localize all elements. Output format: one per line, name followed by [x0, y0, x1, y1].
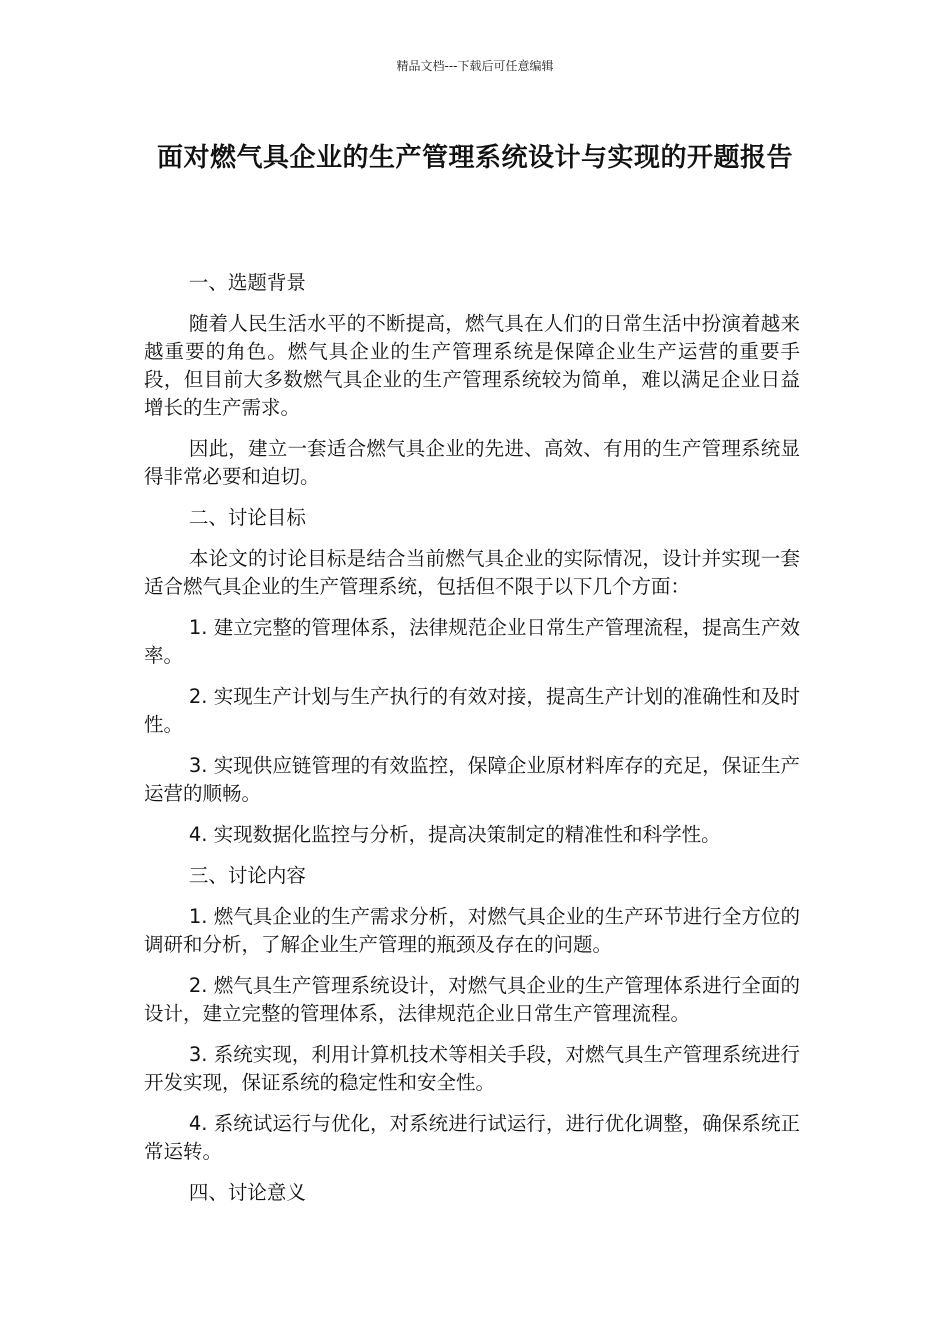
document-title: 面对燃气具企业的生产管理系统设计与实现的开题报告: [156, 143, 793, 173]
header-note: 精品文档---下载后可任意编辑: [396, 59, 554, 73]
paragraph: 随着人民生活水平的不断提高，燃气具在人们的日常生活中扮演着越来越重要的角色。燃气具企业的生产管理系统是保障企业生产运营的重要手段，但目前大多数燃气具企业的生产管理系统较为简单，难以满足企业日益增长的生产需求。: [144, 312, 800, 419]
list-item: 3. 系统实现，利用计算机技术等相关手段，对燃气具生产管理系统进行开发实现，保证系统的稳定性和安全性。: [144, 1043, 800, 1094]
section-heading-significance: 四、讨论意义: [188, 1181, 306, 1204]
document-body: [144, 269, 800, 1220]
list-item: 1. 建立完整的管理体系，法律规范企业日常生产管理流程，提高生产效率。: [144, 616, 800, 667]
paragraph: 因此，建立一套适合燃气具企业的先进、高效、有用的生产管理系统显得非常必要和迫切。: [144, 437, 800, 488]
list-item: 2. 实现生产计划与生产执行的有效对接，提高生产计划的准确性和及时性。: [144, 685, 800, 736]
section-heading-goals: 二、讨论目标: [188, 506, 306, 529]
paragraph: 本论文的讨论目标是结合当前燃气具企业的实际情况，设计并实现一套适合燃气具企业的生产管理系统，包括但不限于以下几个方面：: [144, 547, 800, 598]
list-item: 4. 实现数据化监控与分析，提高决策制定的精准性和科学性。: [188, 823, 721, 846]
list-item: 2. 燃气具生产管理系统设计，对燃气具企业的生产管理体系进行全面的设计，建立完整的管理体系，法律规范企业日常生产管理流程。: [144, 974, 800, 1025]
list-item: 1. 燃气具企业的生产需求分析，对燃气具企业的生产环节进行全方位的调研和分析，了解企业生产管理的瓶颈及存在的问题。: [144, 905, 800, 956]
section-heading-content: 三、讨论内容: [188, 864, 306, 887]
section-heading-background: 一、选题背景: [188, 271, 306, 294]
list-item: 3. 实现供应链管理的有效监控，保障企业原材料库存的充足，保证生产运营的顺畅。: [144, 754, 800, 805]
list-item: 4. 系统试运行与优化，对系统进行试运行，进行优化调整，确保系统正常运转。: [144, 1112, 800, 1163]
